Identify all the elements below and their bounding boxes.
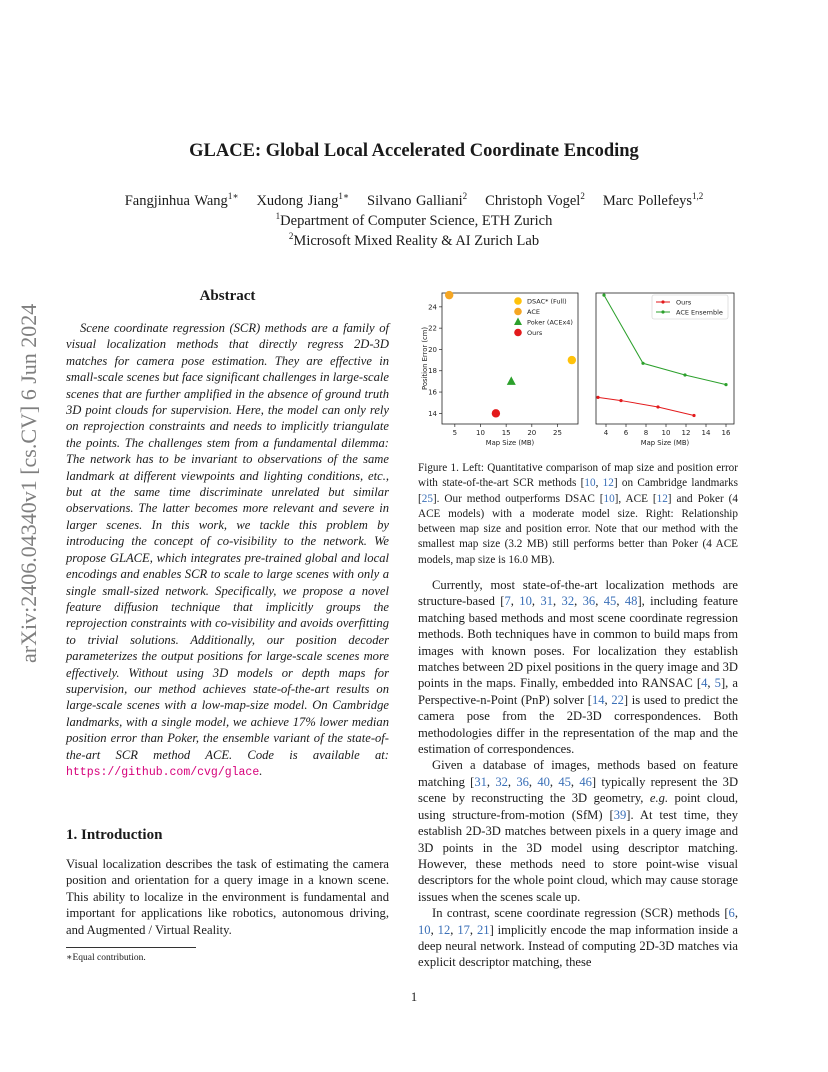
x-tick-label: 10	[661, 429, 671, 437]
paragraph-structure-based: Currently, most state-of-the-art localization methods are structure-based [7, 10, 31, 32, 36, 45, 48], including feature matching based methods and most scene coordinate regression methods. Both techniques have in common to build maps from images with known poses. For localization they establish matches between 2D pixel positions in the query image and 3D points in the maps. Finally, embedded into RANSAC [4, 5], a Perspective-n-Point (PnP) solver [14, 22] is used to predict the camera pose from the 2D-3D correspondences. Both methodologies differ in the representation of the map and the estimation of correspondences.	[418, 578, 739, 757]
y-tick-label: 16	[428, 388, 437, 397]
citation-link[interactable]: 22	[611, 692, 624, 707]
series-point	[683, 373, 686, 376]
y-tick-label: 24	[428, 303, 437, 312]
intro-paragraph: Visual localization describes the task of estimating the camera position and orientation for a query image in a known scene. This ability to localize in the environment is fundamental and important for applications like robotics, autonomous driving, and Augmented / Virtual Reality.	[66, 857, 389, 937]
x-tick-label: 12	[681, 429, 691, 437]
citation-link[interactable]: 46	[579, 774, 592, 789]
y-tick-label: 20	[428, 345, 437, 354]
y-tick-label: 14	[428, 409, 437, 418]
footnote: ∗Equal contribution.	[66, 953, 146, 963]
citation-link[interactable]: 32	[561, 594, 575, 609]
legend-label: Ours	[527, 329, 543, 337]
citation-link[interactable]: 32	[495, 774, 508, 789]
citation-link[interactable]: 21	[476, 922, 490, 937]
series-point	[619, 399, 622, 402]
series-point	[656, 405, 659, 408]
citation-link[interactable]: 45	[603, 594, 617, 609]
x-tick-label: 14	[701, 429, 711, 437]
citation-link[interactable]: 36	[582, 594, 596, 609]
author-name: Marc Pollefeys$^{1,2}$	[602, 191, 704, 209]
legend-marker	[661, 300, 664, 303]
y-tick-label: 22	[428, 324, 437, 333]
legend-label: Poker (ACEx4)	[527, 318, 573, 327]
series-point	[596, 396, 599, 399]
citation-link[interactable]: 25	[421, 492, 433, 505]
abstract-text: Scene coordinate regression (SCR) methods are a family of visual localization methods that directly regress 2D-3D matches for camera pose estimation. They are effective in small-scale scenes but face significant challenges in large-scale scenes that are further amplified in the absence of ground truth 3D point clouds for supervision. Here, the model can only rely on reprojection constraints and needs to implicitly triangulate the points. The challenges stem from a fundamental dilemma: The network has to be invariant to observations of the same landmark at different viewpoints and lighting conditions, etc., but at the same time discriminate unrelated but similar observations. The latter becomes more relevant and severe in larger scenes. In this work, we tackle this problem by introducing the concept of co-visibility to the network. We propose GLACE, which integrates pre-trained global and local encodings and enables SCR to scale to large scenes with only a single small-sized network. Specifically, we propose a novel feature diffusion technique that implicitly groups the reprojection constraints with co-visibility and avoids overfitting to trivial solutions. Additionally, our position decoder parameterizes the output positions for large-scale scenes more effectively. Without using 3D models or depth maps for supervision, our method achieves state-of-the-art results on large-scale scenes with a low-map-size model. On Cambridge landmarks, with a single model, we achieve 17% lower median position error than Poker, the ensemble variant of the state-of-the-art SCR method ACE. Code is available at: https://github.com/cvg/glace.	[66, 321, 389, 779]
series-point	[602, 294, 605, 297]
plot-frame	[442, 293, 578, 424]
scatter-chart	[421, 291, 578, 447]
x-tick-label: 4	[603, 429, 609, 437]
legend-marker	[514, 318, 522, 326]
affiliation-2: $^2$Microsoft Mixed Reality & AI Zurich Lab	[288, 231, 540, 249]
footnote-divider	[66, 947, 196, 948]
series-point	[641, 362, 644, 365]
y-axis-label: Position Error (cm)	[421, 326, 429, 391]
legend-marker	[514, 308, 522, 316]
x-tick-label: 16	[721, 429, 731, 437]
citation-link[interactable]: 12	[656, 492, 668, 505]
citation-link[interactable]: 10	[603, 492, 615, 505]
x-tick-label: 5	[452, 429, 458, 437]
citation-link[interactable]: 31	[474, 774, 487, 789]
data-point-circle	[568, 356, 576, 364]
legend-marker	[514, 297, 522, 305]
citation-link[interactable]: 36	[516, 774, 529, 789]
citation-link[interactable]: 48	[624, 594, 638, 609]
data-point-triangle	[507, 376, 516, 385]
legend-label: Ours	[676, 298, 692, 307]
citation-link[interactable]: 4	[701, 676, 708, 691]
paper-title: GLACE: Global Local Accelerated Coordinate Encoding	[189, 141, 639, 161]
legend-label: ACE	[527, 308, 540, 316]
line-chart	[596, 293, 734, 447]
code-link[interactable]: https://github.com/cvg/glace	[66, 765, 260, 779]
series-line	[598, 397, 694, 415]
citation-link[interactable]: 31	[540, 594, 553, 609]
legend-label: DSAC* (Full)	[527, 297, 567, 306]
figure-caption: Figure 1. Left: Quantitative comparison of map size and position error with state-of-the-art SCR methods [10, 12] on Cambridge landmarks [25]. Our method outperforms DSAC [10], ACE [12] and Poker (4 ACE models) with a moderate model size. Right: Relationship between map size and position error. Note that our method with the smallest map size (3.2 MB) still performs better than Poker (4 ACE models, map size is 16.0 MB).	[418, 462, 739, 566]
affiliation-1: $^1$Department of Computer Science, ETH Zurich	[275, 211, 553, 229]
section-heading-introduction: 1. Introduction	[66, 827, 163, 843]
author-list	[0, 193, 828, 210]
page-number: 1	[410, 990, 418, 1004]
citation-link[interactable]: 10	[418, 922, 431, 937]
citation-link[interactable]: 7	[504, 594, 511, 609]
series-point	[692, 414, 695, 417]
citation-link[interactable]: 12	[437, 922, 451, 937]
data-point-circle	[445, 291, 453, 299]
legend-marker	[514, 329, 522, 337]
citation-link[interactable]: 10	[519, 594, 532, 609]
citation-link[interactable]: 14	[591, 692, 605, 707]
x-axis-label: Map Size (MB)	[640, 439, 690, 447]
legend-label: ACE Ensemble	[676, 308, 723, 317]
paragraph-scr-methods: In contrast, scene coordinate regression (SCR) methods [6, 10, 12, 17, 21] implicitly encode the map information inside a deep neural network. Instead of computing 2D-3D matches via explicit descriptor matching, these	[418, 906, 738, 970]
x-tick-label: 25	[553, 429, 562, 437]
x-axis-label: Map Size (MB)	[485, 439, 535, 447]
figure-1	[418, 288, 740, 448]
citation-link[interactable]: 12	[602, 477, 614, 490]
series-point	[724, 383, 727, 386]
arxiv-stamp: arXiv:2406.04340v1 [cs.CV] 6 Jun 2024	[16, 303, 41, 663]
x-tick-label: 20	[527, 429, 537, 437]
citation-link[interactable]: 6	[728, 906, 735, 921]
italic-text: e.g.	[649, 791, 669, 806]
citation-link[interactable]: 40	[537, 774, 550, 789]
paragraph-feature-matching: Given a database of images, methods based on feature matching [31, 32, 36, 40, 45, 46] typically represent the 3D scene by reconstructing the 3D geometry, e.g. point cloud, using structure-from-motion (SfM) [39]. At test time, they establish 2D-3D matches between pixels in a query image and 3D points in the 3D model using descriptor matching. However, these methods need to store point-wise visual descriptors for the whole point cloud, which may cause storage issues when the scenes scale up.	[418, 758, 739, 904]
legend-marker	[661, 310, 664, 313]
x-tick-label: 6	[623, 429, 629, 437]
x-tick-label: 8	[643, 429, 649, 437]
x-tick-label: 15	[501, 429, 511, 437]
right-column-text	[418, 577, 738, 971]
author-name: Christoph Vogel$^2$	[485, 191, 585, 209]
citation-link[interactable]: 45	[558, 774, 571, 789]
y-tick-label: 18	[428, 367, 437, 376]
data-point-circle	[492, 409, 500, 417]
citation-link[interactable]: 39	[613, 807, 627, 822]
citation-link[interactable]: 10	[584, 477, 596, 490]
author-name: Xudong Jiang$^{1∗}$	[256, 191, 350, 209]
abstract-heading: Abstract	[199, 288, 256, 304]
author-name: Fangjinhua Wang$^{1∗}$	[124, 191, 239, 209]
x-tick-label: 10	[476, 429, 485, 437]
citation-link[interactable]: 17	[457, 922, 470, 937]
author-name: Silvano Galliani$^2$	[367, 191, 468, 209]
citation-link[interactable]: 5	[714, 676, 721, 691]
